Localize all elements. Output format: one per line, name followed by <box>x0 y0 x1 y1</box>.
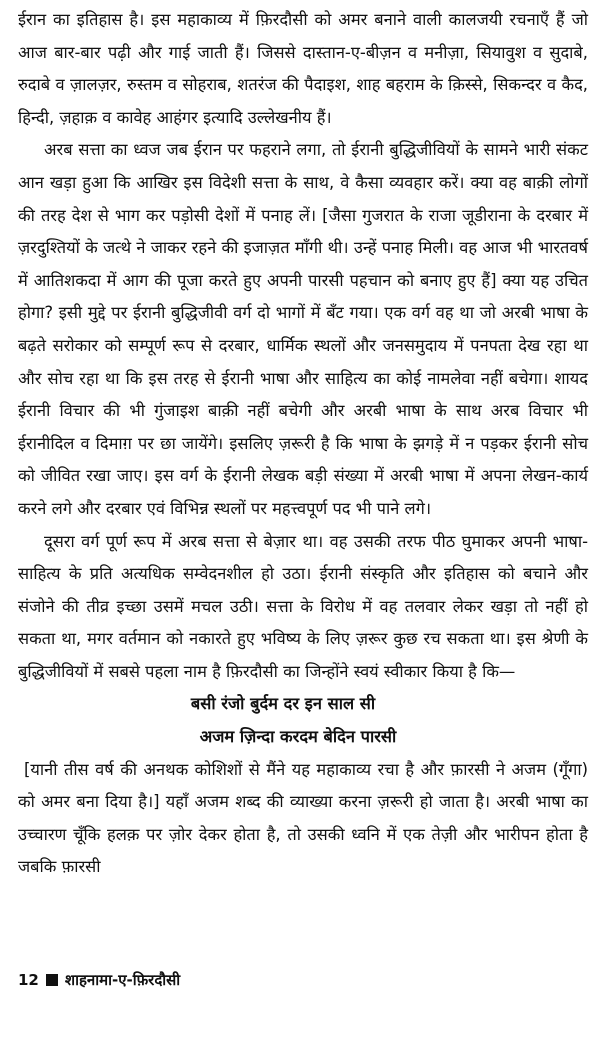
paragraph-verse-explanation: [यानी तीस वर्ष की अनथक कोशिशों से मैंने यह महाकाव्य रचा है और फ़ारसी ने अजम (गूँगा) को अमर बना दिया है।] यहाँ अजम शब्द की व्याख्या करना ज़रूरी हो जाता है। अरबी भाषा का उच्चारण चूँकि हलक़ पर ज़ोर देकर होता है, तो उसकी ध्वनि में एक तेज़ी और भारीपन होता है जबकि फ़ारसी <box>18 759 588 877</box>
verse-line-2: अजम ज़िन्दा करदम बेदिन पारसी <box>199 727 397 747</box>
verse-line-1: बसी रंजो बुर्दम दर इन साल सी <box>190 694 376 714</box>
page-number: 12 <box>18 971 39 989</box>
black-square-icon <box>46 974 58 986</box>
running-title: शाहनामा-ए-फ़िरदौसी <box>64 971 181 989</box>
paragraph-second-group: दूसरा वर्ग पूर्ण रूप में अरब सत्ता से बेज़ार था। वह उसकी तरफ पीठ घुमाकर अपनी भाषा-साहित्य के प्रति अत्यधिक सम्वेदनशील हो उठा। ईरानी संस्कृति और इतिहास को बचाने और संजोने की तीव्र इच्छा उसमें मचल उठी। सत्ता के विरोध में वह तलवार लेकर खड़ा तो नहीं हो सकता था, मगर वर्तमान को नकारते हुए भविष्य के लिए ज़रूर कुछ रच सकता था। इस श्रेणी के बुद्धिजीवियों में सबसे पहला नाम है फ़िरदौसी का जिन्होंने स्वयं स्वीकार किया है कि— <box>18 531 588 681</box>
paragraph-history-intro: ईरान का इतिहास है। इस महाकाव्य में फ़िरदौसी को अमर बनाने वाली कालजयी रचनाएँ हैं जो आज बार-बार पढ़ी और गाई जाती हैं। जिससे दास्तान-ए-बीज़न व मनीज़ा, सियावुश व सुदाबे, रुदाबे व ज़ालज़र, रुस्तम व सोहराब, शतरंज की पैदाइश, शाह बहराम के क़िस्से, सिकन्दर व कैद, हिन्दी, ज़हाक़ व कावेह आहंगर इत्यादि उल्लेखनीय हैं। <box>18 10 588 127</box>
page-footer <box>18 970 180 990</box>
paragraph-arab-rule: अरब सत्ता का ध्वज जब ईरान पर फहराने लगा, तो ईरानी बुद्धिजीवियों के सामने भारी संकट आन खड़ा हुआ कि आखिर इस विदेशी सत्ता के साथ, वे कैसा व्यवहार करें। क्या वह बाक़ी लोगों की तरह देश से भाग कर पड़ोसी देशों में पनाह लें। [जैसा गुजरात के राजा जूडीराना के दरबार में ज़रदुश्तियों के जत्थे ने जाकर रहने की इजाज़त माँगी थी। उन्हें पनाह मिली। वह आज भी भारतवर्ष में आतिशकदा में आग की पूजा करते हुए अपनी पारसी पहचान को बनाए हुए हैं] क्या यह उचित होगा? इसी मुद्दे पर ईरानी बुद्धिजीवी वर्ग दो भागों में बँट गया। एक वर्ग वह था जो अरबी भाषा के बढ़ते सरोकार को सम्पूर्ण रूप से दरबार, धार्मिक स्थलों और जनसमुदाय में पनपता देख रहा था और सोच रहा था कि इस तरह से ईरानी भाषा और साहित्य का कोई नामलेवा नहीं बचेगा। शायद ईरानी विचार की भी गुंजाइश बाक़ी नहीं बचेगी और अरबी भाषा के साथ अरब विचार भी ईरानीदिल व दिमाग़ पर छा जायेंगे। इसलिए ज़रूरी है कि भाषा के झगड़े में न पड़कर ईरानी सोच को जीवित रखा जाए। इस वर्ग के ईरानी लेखक बड़ी संख्या में अरबी भाषा में अपना लेखन-कार्य करने लगे और दरबार एवं विभिन्न स्थलों पर महत्त्वपूर्ण पद भी पाने लगे। <box>18 140 588 518</box>
